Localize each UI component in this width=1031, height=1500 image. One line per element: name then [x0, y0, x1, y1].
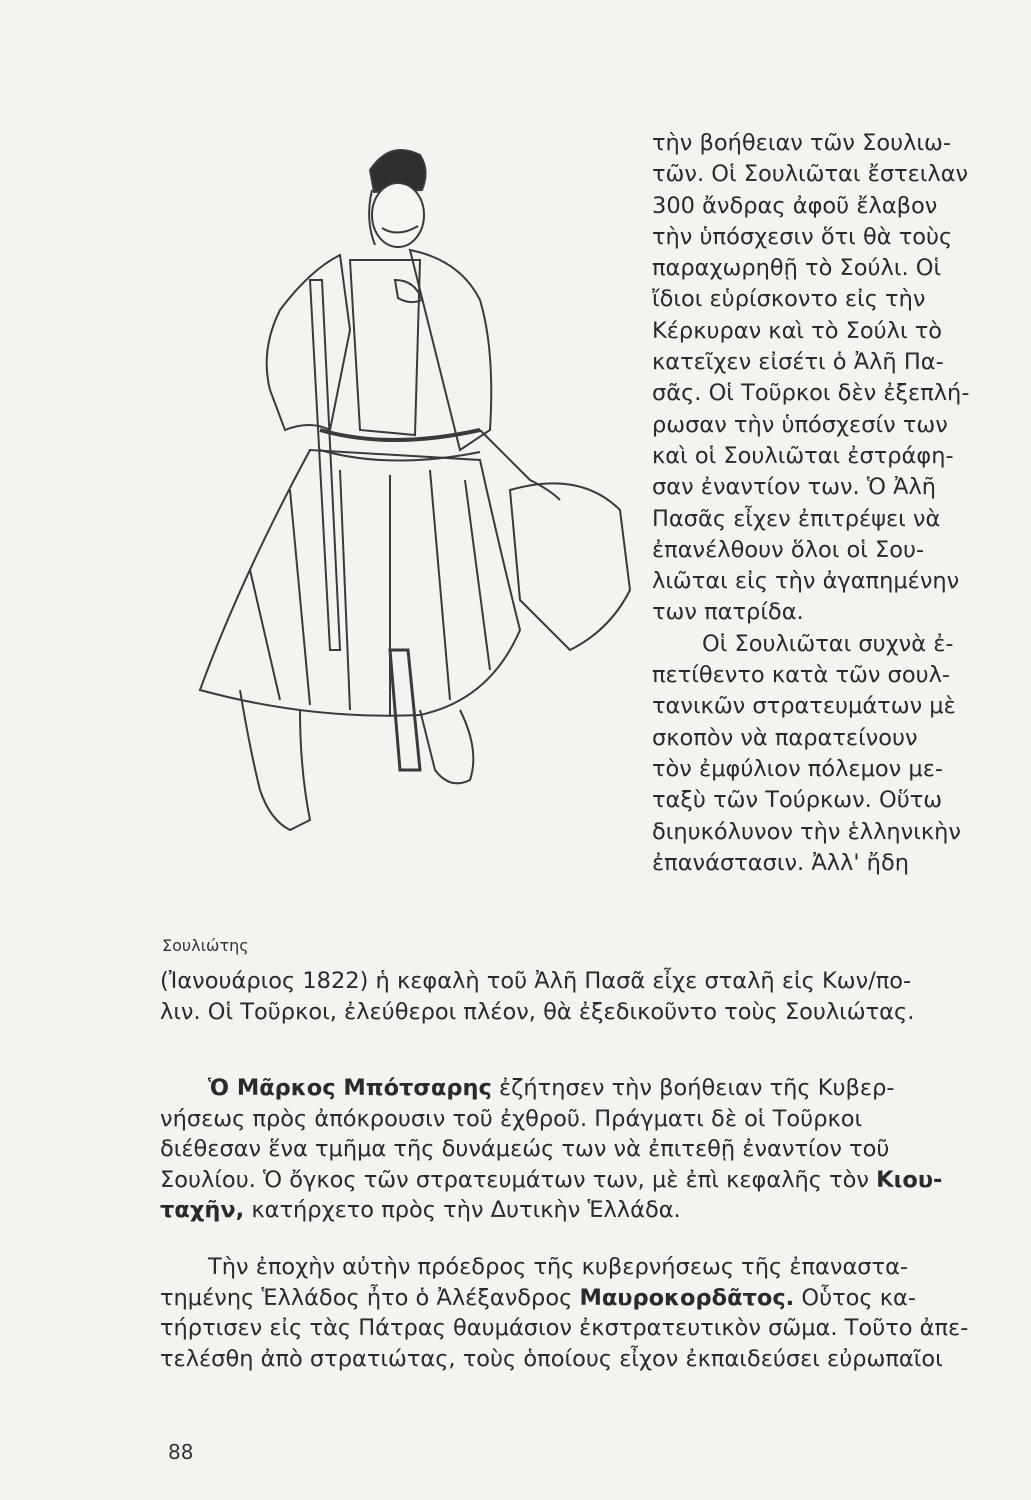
text-line: ταξὺ τῶν Τούρκων. Οὕτω [652, 787, 943, 814]
bold-name: Κιου- [876, 1166, 943, 1193]
text-line: ἴδιοι εὑρίσκοντο εἰς τὴν [652, 286, 926, 313]
text-line: καὶ οἱ Σουλιῶται ἐστράφη- [652, 442, 954, 469]
text-line: τελέσθη ἀπὸ στρατιώτας, τοὺς ὁποίους εἶχον ἐκπαιδεύσει εὐρωπαῖοι [160, 1345, 943, 1372]
paragraph-botsaris [160, 1073, 996, 1226]
text-line: λιν. Οἱ Τοῦρκοι, ἐλεύθεροι πλέον, θὰ ἐξεδικοῦντο τοὺς Σουλιώτας. [160, 998, 915, 1025]
text-line: νήσεως πρὸς ἀπόκρουσιν τοῦ ἐχθροῦ. Πράγματι δὲ οἱ Τοῦρκοι [160, 1105, 863, 1132]
text-line: σᾶς. Οἱ Τοῦρκοι δὲν ἐξεπλή- [652, 380, 970, 407]
text-line: Κέρκυραν καὶ τὸ Σούλι τὸ [652, 317, 943, 344]
text-line: τήρτισεν εἰς τὰς Πάτρας θαυμάσιον ἐκστρατευτικὸν σῶμα. Τοῦτο ἀπε- [160, 1315, 969, 1341]
text-line: Ὁ Μᾶρκος Μπότσαρης ἐζήτησεν τὴν βοήθειαν τῆς Κυβερ- [208, 1075, 895, 1101]
text-line: ταχῆν, κατήρχετο πρὸς τὴν Δυτικὴν Ἑλλάδα. [160, 1197, 681, 1223]
soulioti-illustration [160, 130, 640, 850]
text-line: τὴν ὑπόσχεσιν ὅτι θὰ τοὺς [652, 223, 953, 250]
text-line: τὴν βοήθειαν τῶν Σουλιω- [652, 130, 952, 156]
text-line: σαν ἐναντίον των. Ὁ Ἀλῆ [652, 474, 937, 501]
soulioti-warrior-icon [160, 130, 640, 850]
text-line: σκοπὸν νὰ παρατείνουν [652, 724, 918, 751]
figure-caption: Σουλιώτης [162, 936, 249, 955]
right-column-text [652, 128, 992, 879]
text-line: τημένης Ἑλλάδος ἦτο ὁ Ἀλέξανδρος Μαυροκορδᾶτος. Οὗτος κα- [160, 1284, 916, 1311]
page-number: 88 [168, 1440, 194, 1464]
text-line: ρωσαν τὴν ὑπόσχεσίν των [652, 411, 948, 438]
text-line: παραχωρηθῇ τὸ Σούλι. Οἱ [652, 255, 942, 282]
bold-name: Ὁ Μᾶρκος Μπότσαρης [208, 1075, 492, 1101]
text-line: τῶν. Οἱ Σουλιῶται ἔστειλαν [652, 161, 969, 188]
text-line: 300 ἄνδρας ἀφοῦ ἔλαβον [652, 192, 938, 219]
bold-name: Μαυροκορδᾶτος. [579, 1284, 795, 1311]
text-line: διέθεσαν ἕνα τμῆμα τῆς δυνάμεώς των νὰ ἐπιτεθῇ ἐναντίον τοῦ [160, 1136, 890, 1162]
text-line: (Ἰανουάριος 1822) ἡ κεφαλὴ τοῦ Ἀλῆ Πασᾶ εἶχε σταλῆ εἰς Κων/πο- [160, 968, 912, 994]
text-line: ἐπανάστασιν. Ἀλλ' ἤδη [652, 849, 909, 876]
text-line: Τὴν ἐποχὴν αὐτὴν πρόεδρος τῆς κυβερνήσεως τῆς ἐπαναστα- [208, 1254, 909, 1280]
text-line: κατεῖχεν εἰσέτι ὁ Ἀλῆ Πα- [652, 349, 944, 376]
text-line: τανικῶν στρατευμάτων μὲ [652, 693, 956, 720]
text-line: πετίθεντο κατὰ τῶν σουλ- [652, 662, 951, 689]
text-line: τὸν ἐμφύλιον πόλεμον με- [652, 755, 943, 782]
text-line: διηυκόλυνον τὴν ἑλληνικὴν [652, 818, 961, 845]
text-line: λιῶται εἰς τὴν ἀγαπημένην [652, 568, 960, 595]
text-line: Οἱ Σουλιῶται συχνὰ ἐ- [702, 630, 954, 657]
text-line: Πασᾶς εἶχεν ἐπιτρέψει νὰ [652, 505, 941, 532]
text-line: ἐπανέλθουν ὅλοι οἱ Σου- [652, 536, 925, 563]
bold-name: ταχῆν, [160, 1197, 245, 1223]
paragraph-continuation [160, 966, 996, 1027]
paragraph-mavrokordatos [160, 1252, 996, 1374]
text-line: Σουλίου. Ὁ ὄγκος τῶν στρατευμάτων των, μὲ ἐπὶ κεφαλῆς τὸν Κιου- [160, 1166, 943, 1193]
text-line: των πατρίδα. [652, 599, 804, 626]
